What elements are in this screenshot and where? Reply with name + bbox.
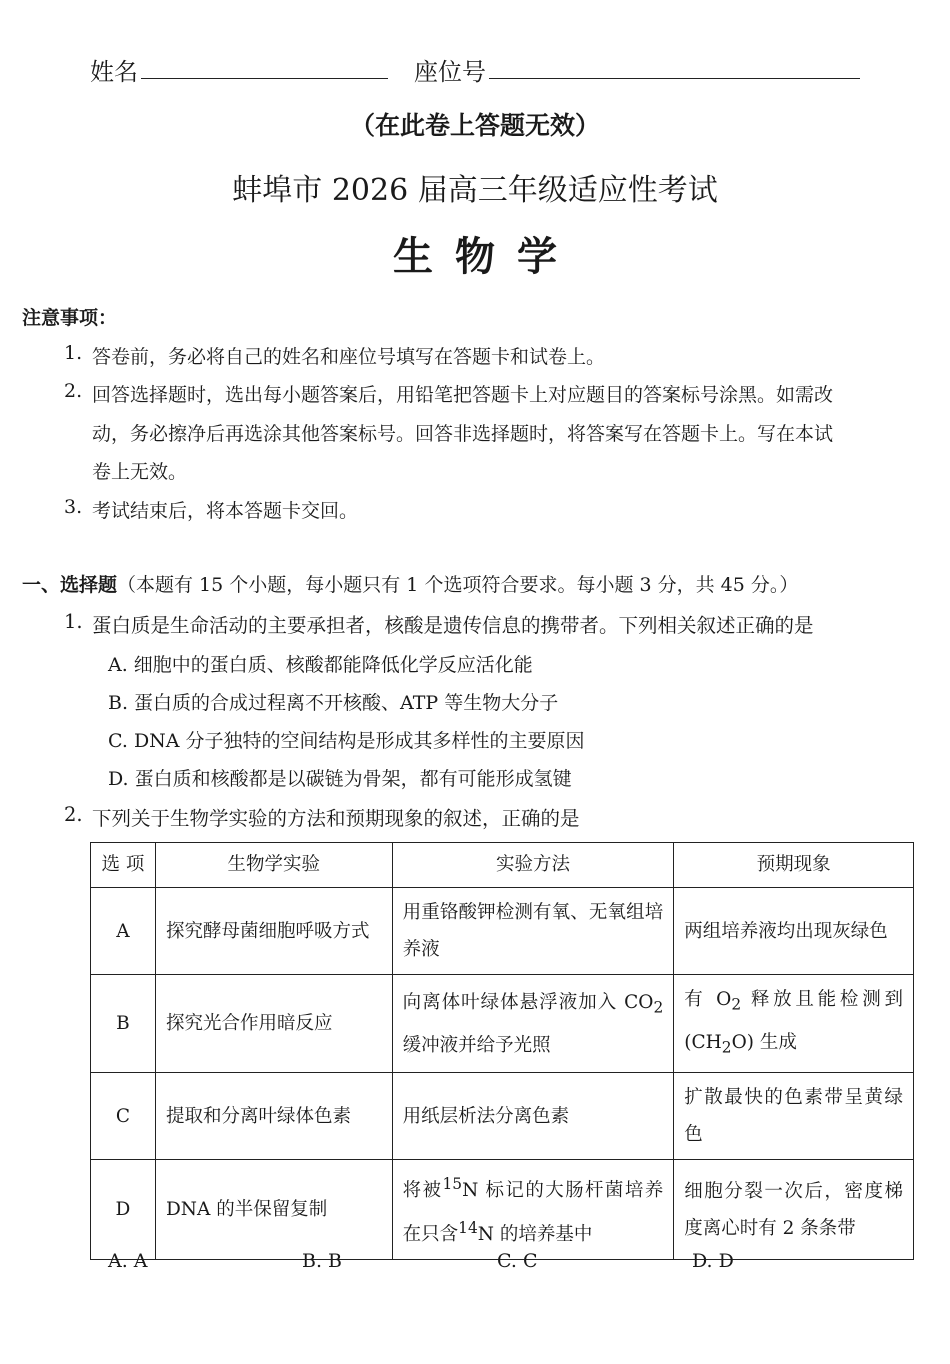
header-option: 选 项 — [91, 843, 156, 888]
note-text: 回答选择题时，选出每小题答案后，用铅笔把答题卡上对应题目的答案标号涂黑。如需改 — [92, 384, 834, 406]
cell-experiment: 探究酵母菌细胞呼吸方式 — [155, 888, 392, 975]
row-label: C — [91, 1073, 156, 1160]
exam-title: 蚌埠市 2026 届高三年级适应性考试 — [232, 173, 718, 208]
cell-phenomenon — [674, 975, 914, 1073]
invalid-notice: （在此卷上答题无效） — [349, 111, 600, 140]
text-segment: 有 O — [684, 989, 732, 1010]
note-text: 答卷前，务必将自己的姓名和座位号填写在答题卡和试卷上。 — [92, 346, 606, 368]
option-a[interactable]: A. 细胞中的蛋白质、核酸都能降低化学反应活化能 — [108, 654, 533, 676]
option-a[interactable]: A. A — [108, 1250, 148, 1272]
table-row — [91, 975, 914, 1073]
subscript: 2 — [653, 998, 664, 1017]
experiment-table — [90, 842, 914, 1260]
option-c[interactable]: C. DNA 分子独特的空间结构是形成其多样性的主要原因 — [108, 730, 585, 752]
table-row — [91, 1073, 914, 1160]
note-number: 2. — [64, 380, 83, 402]
header-experiment: 生物学实验 — [155, 843, 392, 888]
cell-method: 用重铬酸钾检测有氧、无氧组培养液 — [392, 888, 674, 975]
section-desc: （本题有 15 个小题，每小题只有 1 个选项符合要求。每小题 3 分，共 45 分。） — [117, 574, 799, 596]
subject-title: 生物学 — [393, 234, 579, 280]
cell-method — [392, 1160, 674, 1259]
subscript: 2 — [721, 1038, 732, 1057]
superscript: 15 — [442, 1175, 463, 1194]
text-segment: 将被 — [402, 1180, 443, 1202]
cell-experiment: 探究光合作用暗反应 — [155, 975, 392, 1073]
option-d[interactable]: D. D — [692, 1250, 734, 1272]
cell-method — [392, 975, 674, 1073]
option-b[interactable]: B. B — [302, 1250, 343, 1272]
header-method: 实验方法 — [392, 843, 674, 888]
text-segment: O) 生成 — [731, 1031, 797, 1053]
text-segment: 缓冲液并给予光照 — [402, 1034, 551, 1056]
name-blank[interactable] — [141, 78, 388, 79]
seat-label: 座位号 — [414, 58, 486, 86]
table-row — [91, 1160, 914, 1259]
notes-title: 注意事项： — [22, 307, 118, 329]
cell-phenomenon: 两组培养液均出现灰绿色 — [674, 888, 914, 975]
note-text: 动，务必擦净后再选涂其他答案标号。回答非选择题时，将答案写在答题卡上。写在本试 — [92, 423, 834, 445]
question-number: 2. — [64, 803, 83, 826]
note-number: 3. — [64, 496, 83, 518]
option-b[interactable]: B. 蛋白质的合成过程离不开核酸、ATP 等生物大分子 — [108, 692, 559, 714]
superscript: 14 — [458, 1218, 478, 1237]
text-segment: N 标记的大肠杆菌培养在只含 — [402, 1180, 664, 1245]
section-title: 一、选择题 — [22, 574, 118, 596]
row-label: B — [91, 975, 156, 1073]
cell-phenomenon: 扩散最快的色素带呈黄绿色 — [674, 1073, 914, 1160]
subscript: 2 — [731, 995, 742, 1014]
cell-method: 用纸层析法分离色素 — [392, 1073, 674, 1160]
question-stem: 蛋白质是生命活动的主要承担者，核酸是遗传信息的携带者。下列相关叙述正确的是 — [92, 614, 814, 637]
cell-experiment: DNA 的半保留复制 — [155, 1160, 392, 1259]
option-c[interactable]: C. C — [497, 1250, 538, 1272]
text-segment: 释放且能检测到 (CH — [684, 989, 903, 1053]
option-d[interactable]: D. 蛋白质和核酸都是以碳链为骨架，都有可能形成氢键 — [108, 768, 572, 790]
header-phenomenon: 预期现象 — [674, 843, 914, 888]
note-text: 卷上无效。 — [92, 461, 188, 483]
section-header — [22, 570, 798, 597]
cell-experiment: 提取和分离叶绿体色素 — [155, 1073, 392, 1160]
table-row — [91, 888, 914, 975]
table-header-row — [91, 843, 914, 888]
note-number: 1. — [64, 342, 83, 364]
seat-blank[interactable] — [489, 78, 860, 79]
text-segment: 向离体叶绿体悬浮液加入 CO — [402, 991, 654, 1013]
row-label: D — [91, 1160, 156, 1259]
text-segment: N 的培养基中 — [477, 1223, 593, 1245]
name-label: 姓名 — [90, 58, 138, 86]
question-number: 1. — [64, 610, 83, 633]
question-stem: 下列关于生物学实验的方法和预期现象的叙述，正确的是 — [92, 807, 580, 830]
row-label: A — [91, 888, 156, 975]
note-text: 考试结束后，将本答题卡交回。 — [92, 500, 359, 522]
cell-phenomenon: 细胞分裂一次后，密度梯度离心时有 2 条条带 — [674, 1160, 914, 1259]
